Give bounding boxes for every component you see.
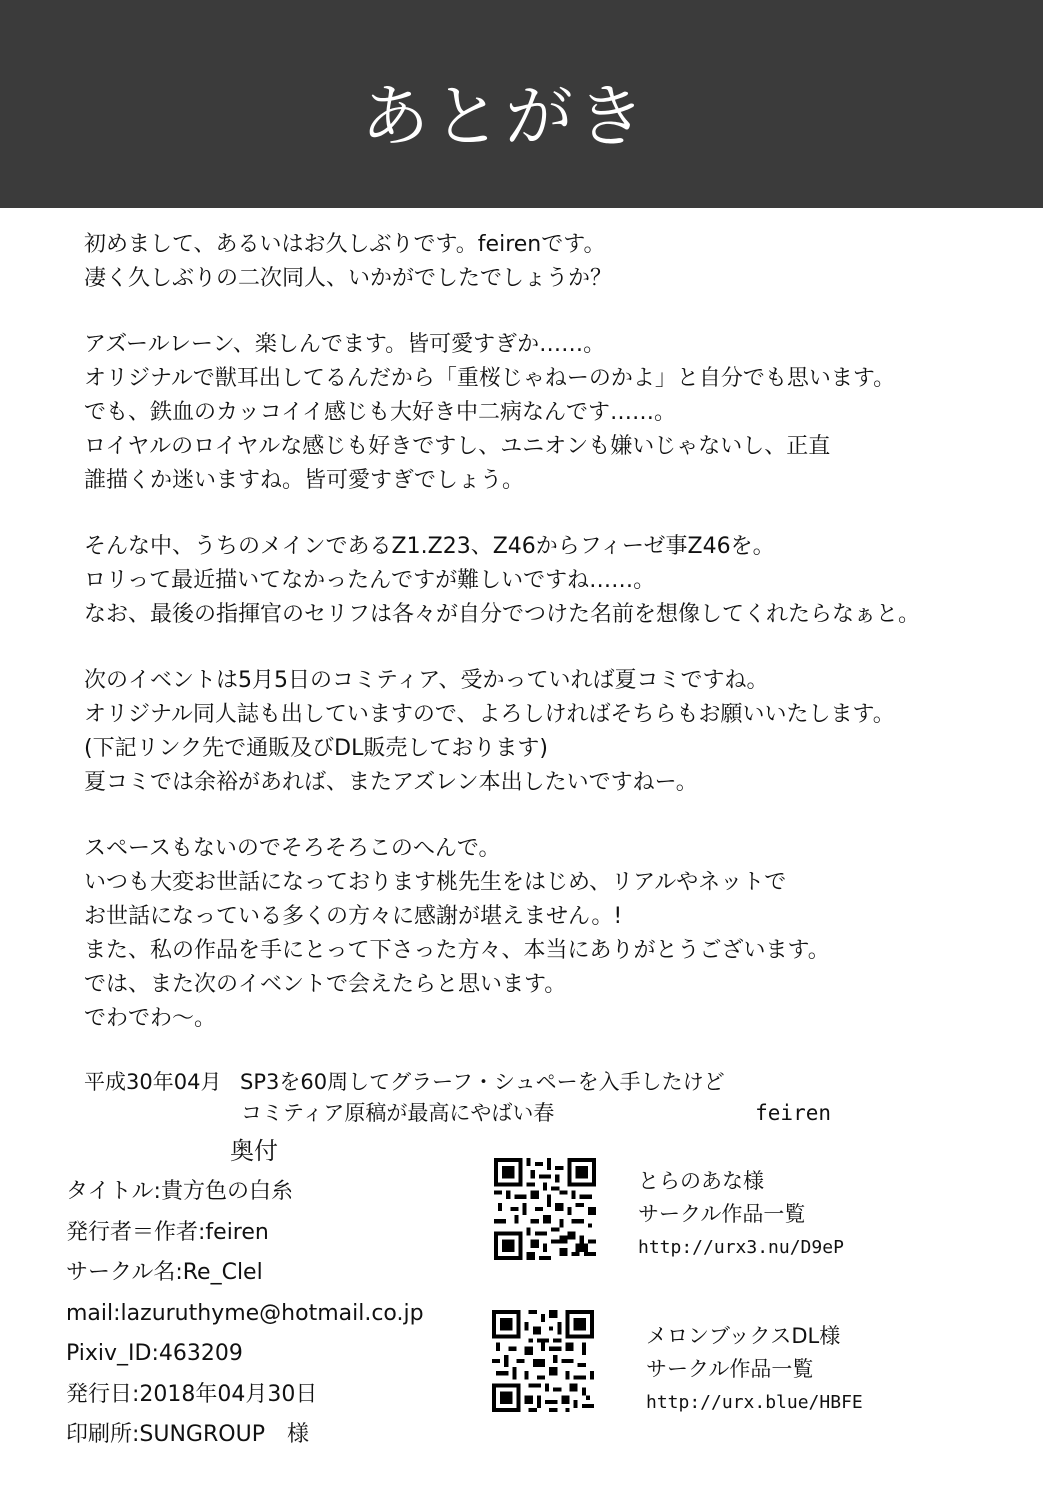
- qr-code-melonbooks[interactable]: [492, 1310, 594, 1412]
- text-line: そんな中、うちのメインであるZ1.Z23、Z46からフィーゼ事Z46を。: [84, 534, 775, 559]
- text-line: オリジナル同人誌も出していますので、よろしければそちらもお願いいたします。: [84, 702, 895, 727]
- text-line: (下記リンク先で通販及びDL販売しております): [84, 736, 548, 761]
- colophon-date: 発行日:2018年04月30日: [66, 1381, 318, 1407]
- text-line: お世話になっている多くの方々に感謝が堪えません。!: [84, 904, 623, 929]
- text-line: なお、最後の指揮官のセリフは各々が自分でつけた名前を想像してくれたらなぁと。: [84, 602, 921, 627]
- qr-code-toranoana[interactable]: [494, 1158, 596, 1260]
- text-line: 凄く久しぶりの二次同人、いかがでしたでしょうか？: [84, 266, 613, 291]
- signoff-date: 平成30年04月: [84, 1070, 222, 1094]
- signoff-text-1: SP3を60周してグラーフ・シュペーを入手したけど: [240, 1070, 725, 1094]
- colophon: [66, 1136, 424, 1456]
- colophon-publisher: 発行者＝作者:feiren: [66, 1219, 269, 1245]
- text-line: 誰描くか迷いますね。皆可愛すぎでしょう。: [84, 468, 525, 493]
- paragraph: [84, 832, 984, 1036]
- text-line: 初めまして、あるいはお久しぶりです。feirenです。: [84, 232, 606, 257]
- colophon-printer: 印刷所:SUNGROUP 様: [66, 1422, 309, 1447]
- text-line: 次のイベントは5月5日のコミティア、受かっていれば夏コミですね。: [84, 668, 769, 693]
- paragraph: [84, 530, 984, 632]
- paragraph: [84, 664, 984, 800]
- text-line: 夏コミでは余裕があれば、またアズレン本出したいですねー。: [84, 770, 698, 795]
- colophon-mail: mail:lazuruthyme@hotmail.co.jp: [66, 1300, 424, 1326]
- signoff-text-2: コミティア原稿が最高にやばい春: [241, 1101, 555, 1125]
- text-line: でわでわ～。: [84, 1006, 217, 1031]
- colophon-heading: 奥付: [230, 1137, 278, 1165]
- signoff-line-1: [84, 1065, 725, 1099]
- colophon-circle: サークル名:Re_Clel: [66, 1260, 263, 1285]
- colophon-title: タイトル:貴方色の白糸: [66, 1179, 293, 1204]
- shop-melonbooks: [646, 1320, 863, 1419]
- colophon-pixiv: Pixiv_ID:463209: [66, 1341, 243, 1366]
- text-line: アズールレーン、楽しんでます。皆可愛すぎか……。: [84, 332, 606, 357]
- afterword-body: [84, 228, 984, 1068]
- signoff-line-2: [241, 1096, 831, 1130]
- shop-url[interactable]: http://urx3.nu/D9eP: [638, 1237, 844, 1258]
- shop-name: とらのあな様: [638, 1169, 764, 1193]
- text-line: ロイヤルのロイヤルな感じも好きですし、ユニオンも嫌いじゃないし、正直: [84, 434, 831, 459]
- text-line: また、私の作品を手にとって下さった方々、本当にありがとうございます。: [84, 938, 830, 963]
- page-title: あとがき: [360, 78, 649, 157]
- shop-url[interactable]: http://urx.blue/HBFE: [646, 1392, 863, 1413]
- shop-label: サークル作品一覧: [638, 1202, 806, 1226]
- shop-toranoana: [638, 1165, 844, 1264]
- paragraph: [84, 328, 984, 498]
- text-line: スペースもないのでそろそろこのへんで。: [84, 836, 501, 861]
- title-banner: [0, 0, 1043, 208]
- text-line: いつも大変お世話になっております桃先生をはじめ、リアルやネットで: [84, 870, 787, 895]
- signoff-author: feiren: [755, 1101, 831, 1125]
- shop-label: サークル作品一覧: [646, 1357, 814, 1381]
- text-line: でも、鉄血のカッコイイ感じも大好き中二病なんです……。: [84, 400, 677, 425]
- text-line: ロリって最近描いてなかったんですが難しいですね……。: [84, 568, 656, 593]
- shop-name: メロンブックスDL様: [646, 1324, 841, 1348]
- text-line: オリジナルで獣耳出してるんだから「重桜じゃねーのかよ」と自分でも思います。: [84, 366, 896, 391]
- text-line: では、また次のイベントで会えたらと思います。: [84, 972, 567, 997]
- paragraph: [84, 228, 984, 296]
